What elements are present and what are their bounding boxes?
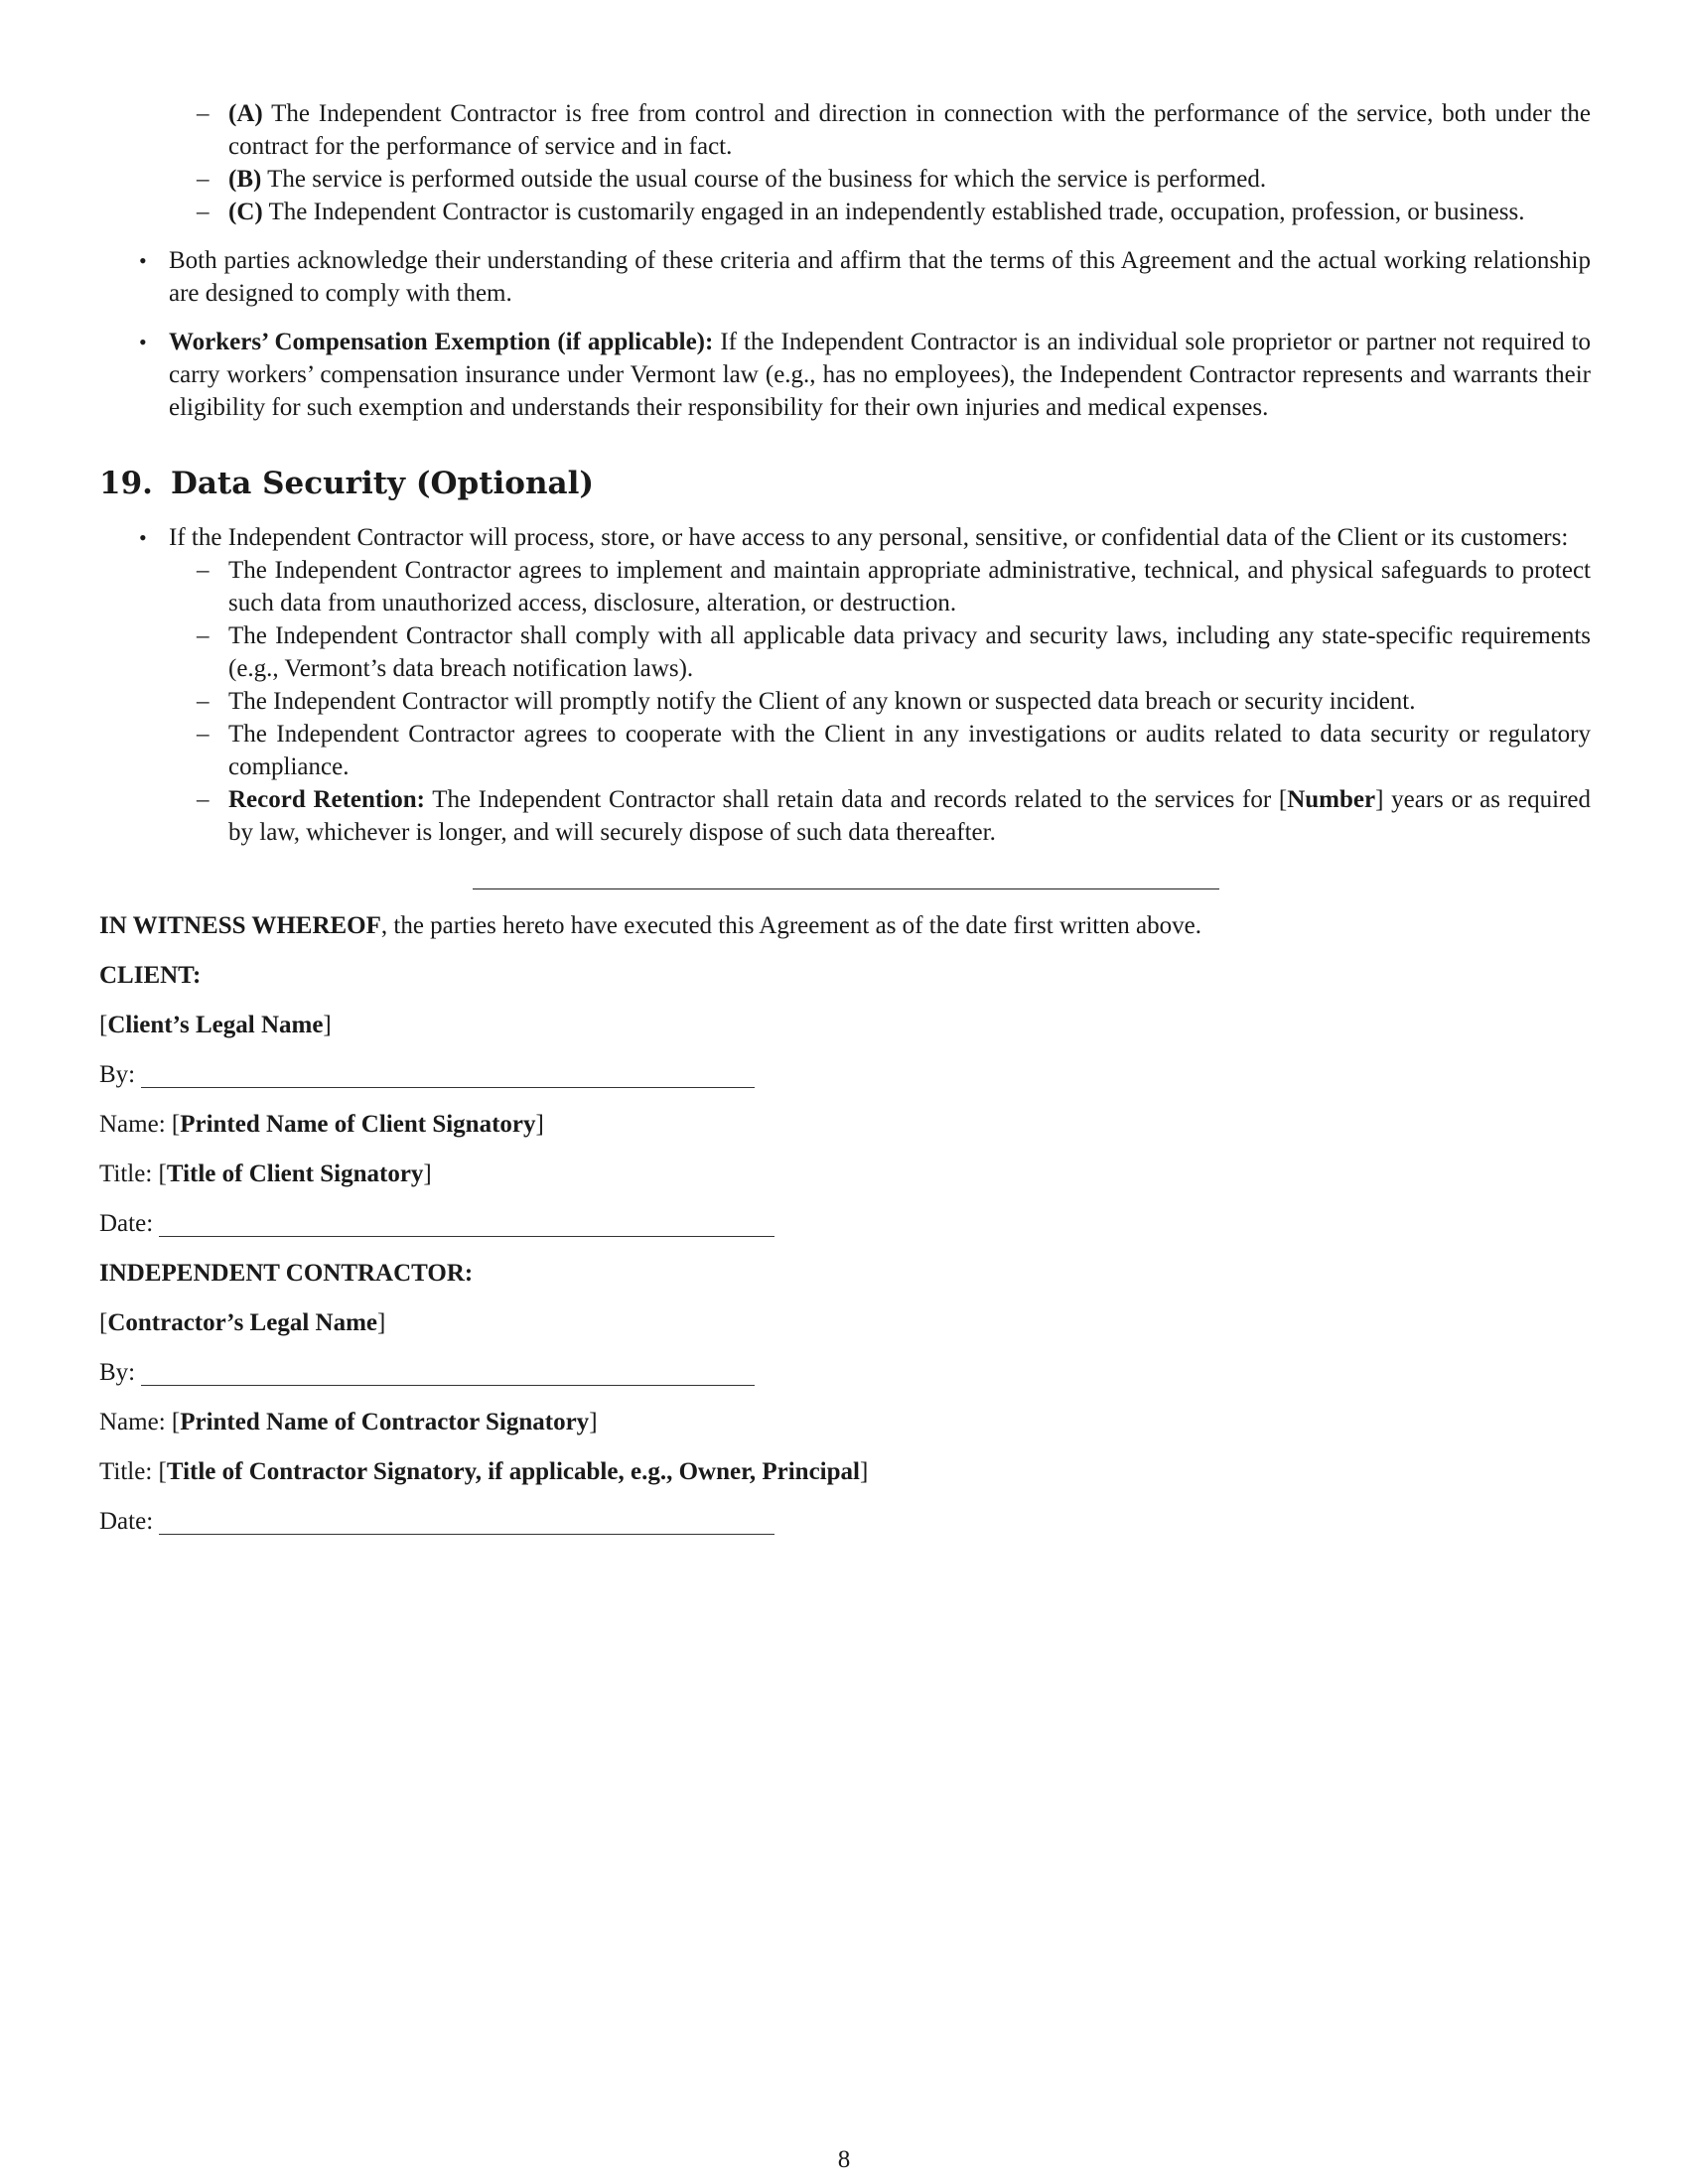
list-item-text: The Independent Contractor agrees to implement and maintain appropriate administrative, technical, and physical safeguards to protect such data from unauthorized access, disclosure, alteration, or destruction. [228, 557, 1591, 616]
data-security-bullet: • If the Independent Contractor will process, store, or have access to any personal, sensitive, or confidential data of the Client or its customers: – The Independent Contractor agrees to implement and maintain appropriate administrative, technical, and physical safeguards to protect such data from unauthorized access, disclosure, alteration, or destruction. – The Independent Contractor shall comply with all applicable data privacy and security laws, including any state-specific requirements (e.g., Vermont’s data breach notification laws). – The Independent Contractor will promptly notify the Client of any known or suspected data breach or security incident. – The Independent Contractor agrees to cooperate with the Client in any investigations or audits related to data security or regulatory compliance. – Record Retention: The Independent Contractor shall retain data and records related to the services for [Number] years or as required by law, whichever is longer, and will securely dispose of such data thereafter. [169, 521, 1591, 849]
by-label: By: [99, 1359, 136, 1386]
criterion-label: (A) [228, 100, 263, 127]
section19-bullets [139, 521, 1591, 849]
contractor-legal-name-text: Contractor’s Legal Name [107, 1309, 377, 1336]
title-label: Title: [99, 1458, 153, 1485]
criterion-a: – (A) The Independent Contractor is free from control and direction in connection with the performance of the service, both under the contract for the performance of service and in fact. [197, 100, 1591, 160]
date-label: Date: [99, 1508, 154, 1535]
client-heading-text: CLIENT: [99, 962, 202, 989]
title-label: Title: [99, 1160, 153, 1187]
section-number: 19. [99, 466, 153, 501]
contractor-signature-line[interactable] [141, 1361, 755, 1386]
contractor-heading [99, 1257, 1591, 1290]
criterion-label: (C) [228, 199, 263, 225]
witness-lead: IN WITNESS WHEREOF [99, 912, 381, 939]
client-legal-name-text: Client’s Legal Name [107, 1012, 324, 1038]
list-item-text: The Independent Contractor shall comply with all applicable data privacy and security laws, including any state-specific requirements (e.g., Vermont’s data breach notification laws). [228, 622, 1591, 682]
list-item-text: The Independent Contractor agrees to cooperate with the Client in any investigations or audits related to data security or regulatory compliance. [228, 721, 1591, 780]
client-legal-name: [Client’s Legal Name] [99, 1012, 332, 1038]
client-signature-line[interactable] [141, 1063, 755, 1088]
workers-comp-label: Workers’ Compensation Exemption (if applicable): [169, 329, 714, 355]
contractor-heading-text: INDEPENDENT CONTRACTOR: [99, 1260, 474, 1287]
data-security-intro: If the Independent Contractor will process, store, or have access to any personal, sensitive, or confidential data of the Client or its customers: [169, 524, 1569, 551]
section-19-heading [99, 464, 1591, 503]
contractor-name-row: Name: [Printed Name of Contractor Signatory] [99, 1409, 598, 1435]
contractor-date-line[interactable] [159, 1510, 774, 1535]
contractor-title-value: Title of Contractor Signatory, if applicable, e.g., Owner, Principal [166, 1458, 860, 1485]
list-item: – The Independent Contractor agrees to implement and maintain appropriate administrative, technical, and physical safeguards to protect such data from unauthorized access, disclosure, alteration, or destruction. [197, 557, 1591, 616]
list-item: – The Independent Contractor will promptly notify the Client of any known or suspected data breach or security incident. [197, 688, 1416, 715]
section-title: Data Security (Optional) [170, 466, 595, 501]
number-placeholder: Number [1287, 786, 1376, 813]
page-number: 8 [837, 2146, 851, 2173]
name-label: Name: [99, 1409, 166, 1435]
client-heading [99, 959, 1591, 992]
client-date-row [99, 1207, 1591, 1240]
record-retention-label: Record Retention: [228, 786, 425, 813]
contractor-by-row [99, 1356, 1591, 1389]
criterion-label: (B) [228, 166, 262, 193]
workers-comp-text: If the Independent Contractor is an individual sole proprietor or partner not required to carry workers’ compensation insurance under Vermont law (e.g., has no employees), the Independent Contractor represents and warrants their eligibility for such exemption and understands their responsibility for their own injuries and medical expenses. [169, 329, 1592, 421]
abc-criteria-list [197, 97, 1591, 228]
list-item: – The Independent Contractor agrees to cooperate with the Client in any investigations or audits related to data security or regulatory compliance. [197, 721, 1591, 780]
section-divider [473, 888, 1219, 889]
by-label: By: [99, 1061, 136, 1088]
criterion-text: The Independent Contractor is customarily engaged in an independently established trade, occupation, profession, or business. [268, 199, 1525, 225]
section18-bullets [139, 244, 1592, 424]
criterion-text: The Independent Contractor is free from control and direction in connection with the performance of the service, both under the contract for the performance of service and in fact. [228, 100, 1591, 160]
record-retention-item: – Record Retention: The Independent Contractor shall retain data and records related to the services for [Number] years or as required by law, whichever is longer, and will securely dispose of such data thereafter. [197, 786, 1591, 846]
client-title-row: Title: [Title of Client Signatory] [99, 1160, 432, 1187]
list-item-text: The Independent Contractor will promptly notify the Client of any known or suspected data breach or security incident. [228, 688, 1416, 715]
criterion-text: The service is performed outside the usual course of the business for which the service is performed. [267, 166, 1267, 193]
retention-text-after: ] years or as required by law, whichever is longer, and will securely dispose of such data thereafter. [228, 786, 1591, 846]
witness-text: , the parties hereto have executed this Agreement as of the date first written above. [380, 912, 1201, 939]
contractor-date-row [99, 1505, 1591, 1538]
client-title-value: Title of Client Signatory [166, 1160, 424, 1187]
document-page [99, 97, 1591, 1538]
contractor-printed-name: Printed Name of Contractor Signatory [180, 1409, 590, 1435]
signature-block [99, 909, 1591, 1538]
client-by-row [99, 1058, 1591, 1091]
date-label: Date: [99, 1210, 154, 1237]
client-printed-name: Printed Name of Client Signatory [180, 1111, 536, 1138]
name-label: Name: [99, 1111, 166, 1138]
list-item: – The Independent Contractor shall comply with all applicable data privacy and security laws, including any state-specific requirements (e.g., Vermont’s data breach notification laws). [197, 622, 1591, 682]
criterion-c: – (C) The Independent Contractor is customarily engaged in an independently established trade, occupation, profession, or business. [197, 199, 1525, 225]
witness-statement [99, 909, 1591, 942]
workers-comp-bullet: • Workers’ Compensation Exemption (if applicable): If the Independent Contractor is an individual sole proprietor or partner not required to carry workers’ compensation insurance under Vermont law (e.g., has no employees), the Independent Contractor represents and warrants their eligibility for such exemption and understands their responsibility for their own injuries and medical expenses. [139, 329, 1592, 421]
retention-text-before: The Independent Contractor shall retain data and records related to the services for [ [432, 786, 1288, 813]
acknowledgment-bullet: • Both parties acknowledge their understanding of these criteria and affirm that the terms of this Agreement and the actual working relationship are designed to comply with them. [139, 247, 1591, 307]
contractor-legal-name: [Contractor’s Legal Name] [99, 1309, 386, 1336]
data-security-items [197, 554, 1591, 849]
contractor-title-row: Title: [Title of Contractor Signatory, if applicable, e.g., Owner, Principal] [99, 1458, 869, 1485]
criterion-b: – (B) The service is performed outside the usual course of the business for which the service is performed. [197, 166, 1267, 193]
client-date-line[interactable] [159, 1212, 774, 1237]
acknowledgment-text: Both parties acknowledge their understanding of these criteria and affirm that the terms of this Agreement and the actual working relationship are designed to comply with them. [169, 247, 1591, 307]
client-name-row: Name: [Printed Name of Client Signatory] [99, 1111, 544, 1138]
